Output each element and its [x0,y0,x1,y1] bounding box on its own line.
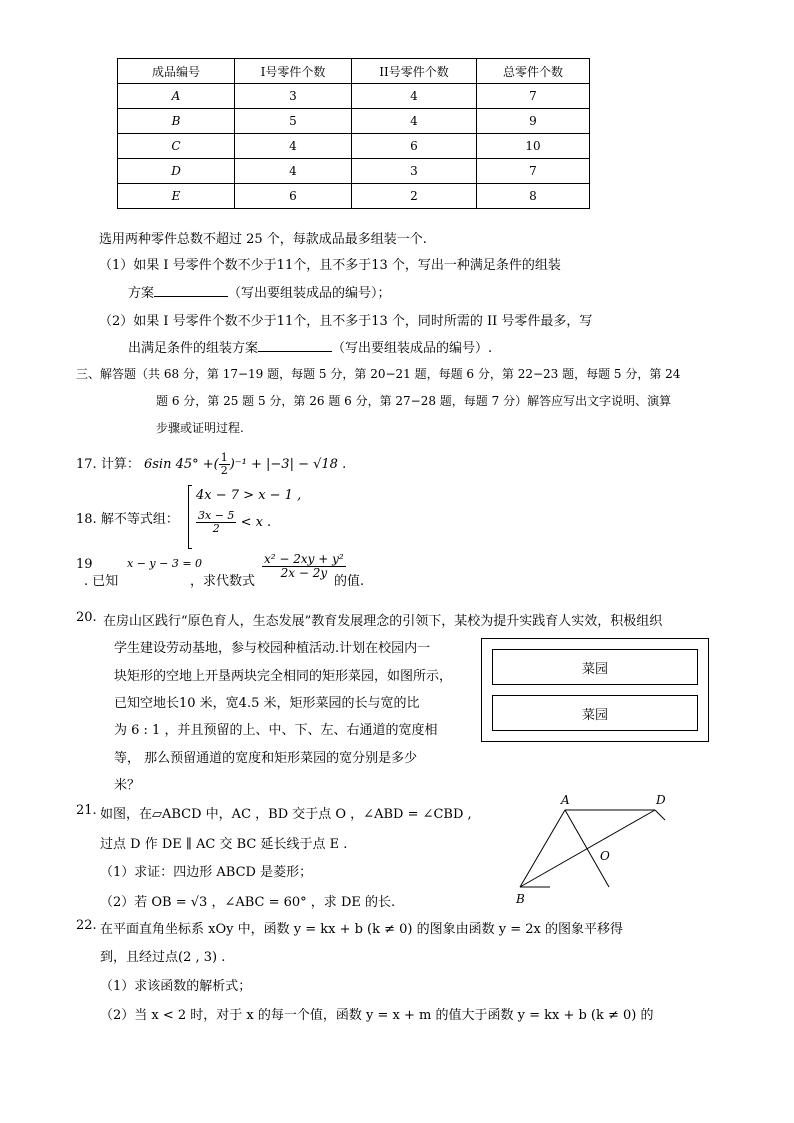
table-cell: 5 [235,109,352,134]
table-cell: 7 [477,84,590,109]
q16-part1-line: （1）如果 I 号零件个数不少于11个，且不多于13 个，写出一种满足条件的组装 [99,258,561,273]
q20-line: 米？ [114,778,141,793]
q20-line: 已知空地长10 米，宽4.5 米，矩形菜园的长与宽的比 [114,696,420,711]
q18-label: 解不等式组： [100,512,179,527]
section3-heading-line2: 题 6 分，第 25 题 5 分，第 26 题 6 分，第 27−28 题，每题 7 分）解答应写出文字说明、演算 [156,394,672,408]
q16-part1-label: 方案 [128,286,155,301]
table-header: 总零件个数 [477,59,590,84]
q20-line: 为 6 : 1 ，并且预留的上、中、下、左、右通道的宽度相 [114,723,438,738]
q19-tail: 的值. [334,574,365,589]
table-header: II号零件个数 [352,59,477,84]
q20-line: 等， 那么预留通道的宽度和矩形菜园的宽分别是多少 [114,751,418,766]
q22-line: 在平面直角坐标系 xOy 中，函数 y = kx + b (k ≠ 0) 的图象由函数 y = 2x 的图象平移得 [100,922,624,937]
q21-part1: （1）求证：四边形 ABCD 是菱形； [100,865,313,880]
q19-given: . 已知 [84,574,119,589]
table-row [118,159,590,184]
table-cell: 4 [235,159,352,184]
table-cell: 8 [477,184,590,209]
q19-condition: x − y − 3 = 0 [127,557,203,570]
answer-blank[interactable] [154,284,228,297]
table-cell: C [118,134,235,159]
table-cell: 3 [235,84,352,109]
answer-blank[interactable] [258,339,332,352]
table-header-row [118,59,590,84]
question-number: 22. [76,918,97,933]
segment-d-tick [655,810,665,820]
question-number: 17. [76,457,97,473]
q18-stem [76,508,179,527]
question-number: 18. [76,512,97,527]
label-a: A [561,793,570,807]
table-cell: 2 [352,184,477,209]
question-number: 21. [76,803,97,818]
table-header: I号零件个数 [235,59,352,84]
q22-part1: （1）求该函数的解析式； [100,979,252,994]
q16-part2-answer-line [128,337,492,356]
q20-line: 学生建设劳动基地，参与校园种植活动.计划在校园内一 [114,641,431,656]
section3-heading: 三、解答题（共 68 分，第 17−19 题，每题 5 分，第 20−21 题，每题 6 分，第 22−23 题，每题 5 分，第 24 [76,367,681,381]
q20-line: 块矩形的空地上开垦两块完全相同的矩形菜园，如图所示， [114,669,453,684]
q18-inequality-2: $\frac{3x - 5}{2}$ < x . [198,509,272,536]
table-cell: 4 [235,134,352,159]
brace [188,485,192,549]
q16-part2-label: 出满足条件的组装方案 [128,341,259,356]
table-cell: 4 [352,84,477,109]
q20-line: 在房山区践行“原色育人，生态发展”教育发展理念的引领下，某校为提升实践育人实效，积极组织 [103,614,663,629]
table-cell: 7 [477,159,590,184]
q22-part2: （2）当 x < 2 时，对于 x 的每一个值，函数 y = x + m 的值大于函数 y = kx + b (k ≠ 0) 的 [100,1008,654,1023]
table-cell: E [118,184,235,209]
q17-expr-b: )⁻¹ + |−3| − √18 . [229,457,347,473]
q17-fraction: $\frac{1}{2}$ [220,451,228,478]
garden-plot-1: 菜园 [492,649,698,685]
q19-mid: ，求代数式 [190,574,256,589]
label-b: B [516,892,525,905]
table-cell: 9 [477,109,590,134]
table-cell: 6 [235,184,352,209]
table-cell: B [118,109,235,134]
table-row [118,184,590,209]
table-header: 成品编号 [118,59,235,84]
garden-diagram [481,638,709,742]
q17 [76,452,346,477]
table-cell: D [118,159,235,184]
table-cell: 6 [352,134,477,159]
q17-expr-a: 6sin 45° +( [143,457,219,473]
garden-plot-2: 菜园 [492,695,698,731]
table-cell: 3 [352,159,477,184]
question-number: 20. [76,610,97,625]
label-d: D [656,793,666,807]
table-row [118,109,590,134]
q16-intro: 选用两种零件总数不超过 25 个，每款成品最多组装一个. [99,232,427,247]
parts-table [117,58,590,209]
table-row [118,134,590,159]
question-number: 19 [76,557,93,572]
q21-line: 如图，在▱ABCD 中，AC ，BD 交于点 O ，∠ABD = ∠CBD , [100,807,472,822]
q21-part2: （2）若 OB = √3 ，∠ABC = 60° ，求 DE 的长. [100,895,396,910]
q16-part2-line: （2）如果 I 号零件个数不少于11个，且不多于13 个，同时所需的 II 号零件最多，写 [99,314,593,329]
table-row [118,84,590,109]
q17-label: 计算： [100,457,140,473]
q16-part1-note: （写出要组装成品的编号）； [228,286,391,301]
section3-heading-line3: 步骤或证明过程. [156,421,244,435]
q16-part1-answer-line [128,282,391,301]
rhombus-figure [505,790,685,905]
q16-part2-note: （写出要组装成品的编号）. [332,341,493,356]
q22-line: 到，且经过点(2 , 3) . [100,950,226,965]
table-cell: 10 [477,134,590,159]
q19-fraction: $\frac{\text{x² − 2xy + y²}}{2x - 2y}$ [264,552,344,581]
table-cell: 4 [352,109,477,134]
table-cell: A [118,84,235,109]
label-o: O [600,849,610,863]
segment-ab [520,810,565,887]
q18-inequality-1: 4x − 7 > x − 1 , [196,488,302,503]
q21-line: 过点 D 作 DE ∥ AC 交 BC 延长线于点 E . [100,837,348,852]
